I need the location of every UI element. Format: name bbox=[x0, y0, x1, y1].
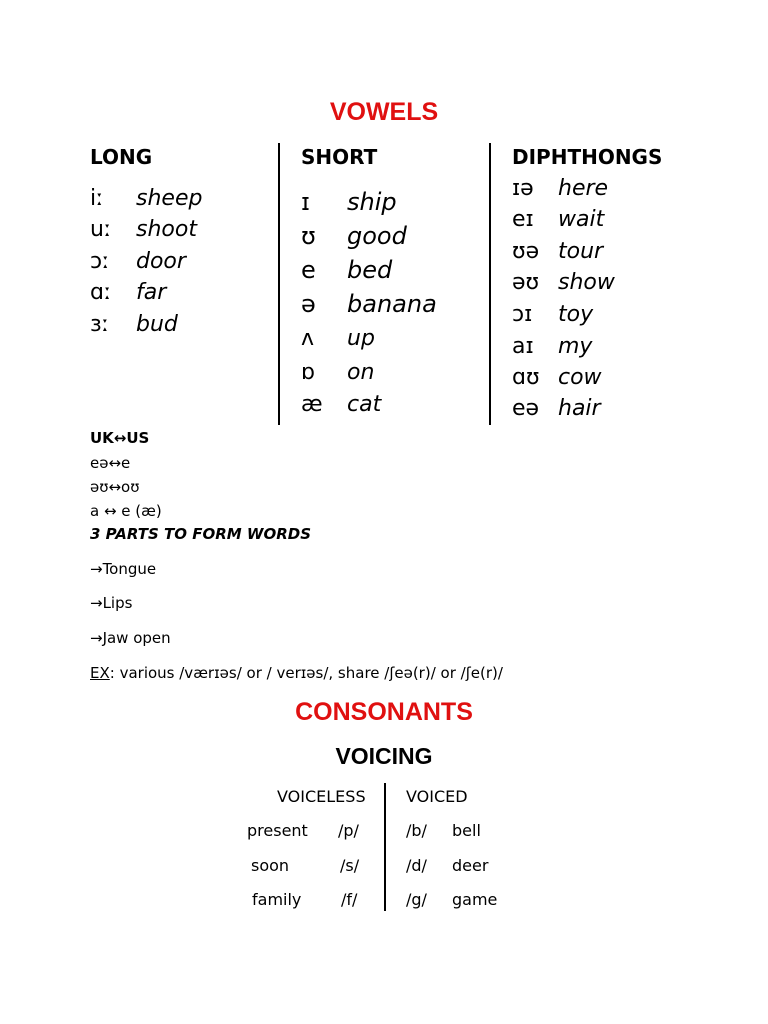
short-row bbox=[301, 188, 397, 216]
ipa-symbol: ʌ bbox=[301, 326, 315, 351]
long-row bbox=[90, 312, 178, 337]
example-word: wait bbox=[558, 207, 605, 232]
ipa-symbol: iː bbox=[90, 186, 104, 211]
example-word: ship bbox=[347, 188, 397, 216]
voiced-word: deer bbox=[452, 856, 489, 875]
voicing-title: VOICING bbox=[335, 743, 433, 769]
example-word: shoot bbox=[136, 217, 197, 242]
ukus-line: əʊ↔oʊ bbox=[90, 478, 140, 496]
example-word: show bbox=[558, 270, 615, 295]
long-row bbox=[90, 249, 186, 274]
example-word: far bbox=[136, 280, 167, 305]
diphthong-row bbox=[512, 270, 615, 295]
example-word: sheep bbox=[136, 186, 203, 211]
example-word: good bbox=[347, 222, 407, 250]
ipa-symbol: eə bbox=[512, 396, 540, 421]
example-word: on bbox=[347, 360, 375, 385]
ipa-symbol: ɑʊ bbox=[512, 365, 540, 390]
ipa-symbol: əʊ bbox=[512, 270, 540, 295]
ipa-symbol: eɪ bbox=[512, 207, 534, 232]
long-header: LONG bbox=[90, 145, 153, 169]
ipa-symbol: e bbox=[301, 256, 316, 284]
example-line bbox=[90, 664, 503, 682]
vowel-divider-left bbox=[278, 143, 280, 425]
ipa-symbol: ɔɪ bbox=[512, 302, 533, 327]
example-word: bud bbox=[136, 312, 178, 337]
consonants-title: CONSONANTS bbox=[295, 698, 473, 726]
voiced-symbol: /d/ bbox=[406, 856, 427, 875]
ipa-symbol: ɜː bbox=[90, 312, 110, 337]
example-word: banana bbox=[347, 290, 437, 318]
ipa-symbol: uː bbox=[90, 217, 112, 242]
ipa-symbol: ɔː bbox=[90, 249, 110, 274]
voicing-divider bbox=[384, 783, 386, 911]
diphthong-row bbox=[512, 176, 608, 201]
example-word: up bbox=[347, 326, 375, 351]
voiceless-word: present bbox=[247, 821, 308, 840]
example-word: bed bbox=[347, 256, 393, 284]
parts-item: →Jaw open bbox=[90, 629, 171, 647]
ukus-line: eə↔e bbox=[90, 454, 131, 472]
example-word: cat bbox=[347, 392, 382, 417]
short-row bbox=[301, 392, 381, 417]
diphthongs-header: DIPHTHONGS bbox=[512, 145, 663, 169]
example-text: : various /værɪəs/ or / verɪəs/, share /ʃeə(r)/ or /ʃe(r)/ bbox=[109, 664, 503, 682]
vowel-divider-right bbox=[489, 143, 491, 425]
diphthong-row bbox=[512, 239, 603, 264]
long-row bbox=[90, 186, 202, 211]
voiceless-word: soon bbox=[251, 856, 290, 875]
example-word: toy bbox=[558, 302, 594, 327]
example-word: hair bbox=[558, 396, 601, 421]
parts-item: →Lips bbox=[90, 594, 133, 612]
diphthong-row bbox=[512, 334, 592, 359]
short-row bbox=[301, 222, 407, 250]
short-header: SHORT bbox=[301, 145, 378, 169]
voiceless-symbol: /p/ bbox=[338, 821, 359, 840]
ukus-line: a ↔ e (æ) bbox=[90, 502, 162, 520]
ipa-symbol: ʊə bbox=[512, 239, 540, 264]
example-word: here bbox=[558, 176, 609, 201]
voiced-word: bell bbox=[452, 821, 481, 840]
diphthong-row bbox=[512, 207, 604, 232]
voiceless-word: family bbox=[252, 890, 302, 909]
ipa-symbol: ɒ bbox=[301, 360, 315, 385]
diphthong-row bbox=[512, 365, 602, 390]
short-row bbox=[301, 290, 437, 318]
voiceless-header: VOICELESS bbox=[277, 787, 366, 806]
example-word: tour bbox=[558, 239, 604, 264]
voiced-word: game bbox=[452, 890, 498, 909]
ipa-symbol: aɪ bbox=[512, 334, 534, 359]
parts-item: →Tongue bbox=[90, 560, 157, 578]
vowels-title: VOWELS bbox=[329, 98, 439, 126]
short-row bbox=[301, 326, 375, 351]
long-row bbox=[90, 217, 197, 242]
example-word: my bbox=[558, 334, 593, 359]
ipa-symbol: ʊ bbox=[301, 222, 316, 250]
ipa-symbol: ə bbox=[301, 290, 316, 318]
diphthong-row bbox=[512, 302, 593, 327]
ipa-symbol: ɪə bbox=[512, 176, 534, 201]
short-row bbox=[301, 360, 374, 385]
example-label: EX bbox=[90, 664, 110, 682]
voiceless-symbol: /s/ bbox=[340, 856, 360, 875]
ipa-symbol: æ bbox=[301, 392, 323, 417]
diphthong-row bbox=[512, 396, 601, 421]
voiced-symbol: /g/ bbox=[406, 890, 427, 909]
ipa-symbol: ɑː bbox=[90, 280, 112, 305]
voiceless-symbol: /f/ bbox=[341, 890, 358, 909]
example-word: cow bbox=[558, 365, 602, 390]
long-row bbox=[90, 280, 166, 305]
example-word: door bbox=[136, 249, 186, 274]
ukus-title: UK↔US bbox=[90, 429, 150, 447]
parts-title: 3 PARTS TO FORM WORDS bbox=[90, 525, 312, 543]
ipa-symbol: ɪ bbox=[301, 188, 310, 216]
short-row bbox=[301, 256, 392, 284]
voiced-header: VOICED bbox=[406, 787, 468, 806]
voiced-symbol: /b/ bbox=[406, 821, 427, 840]
